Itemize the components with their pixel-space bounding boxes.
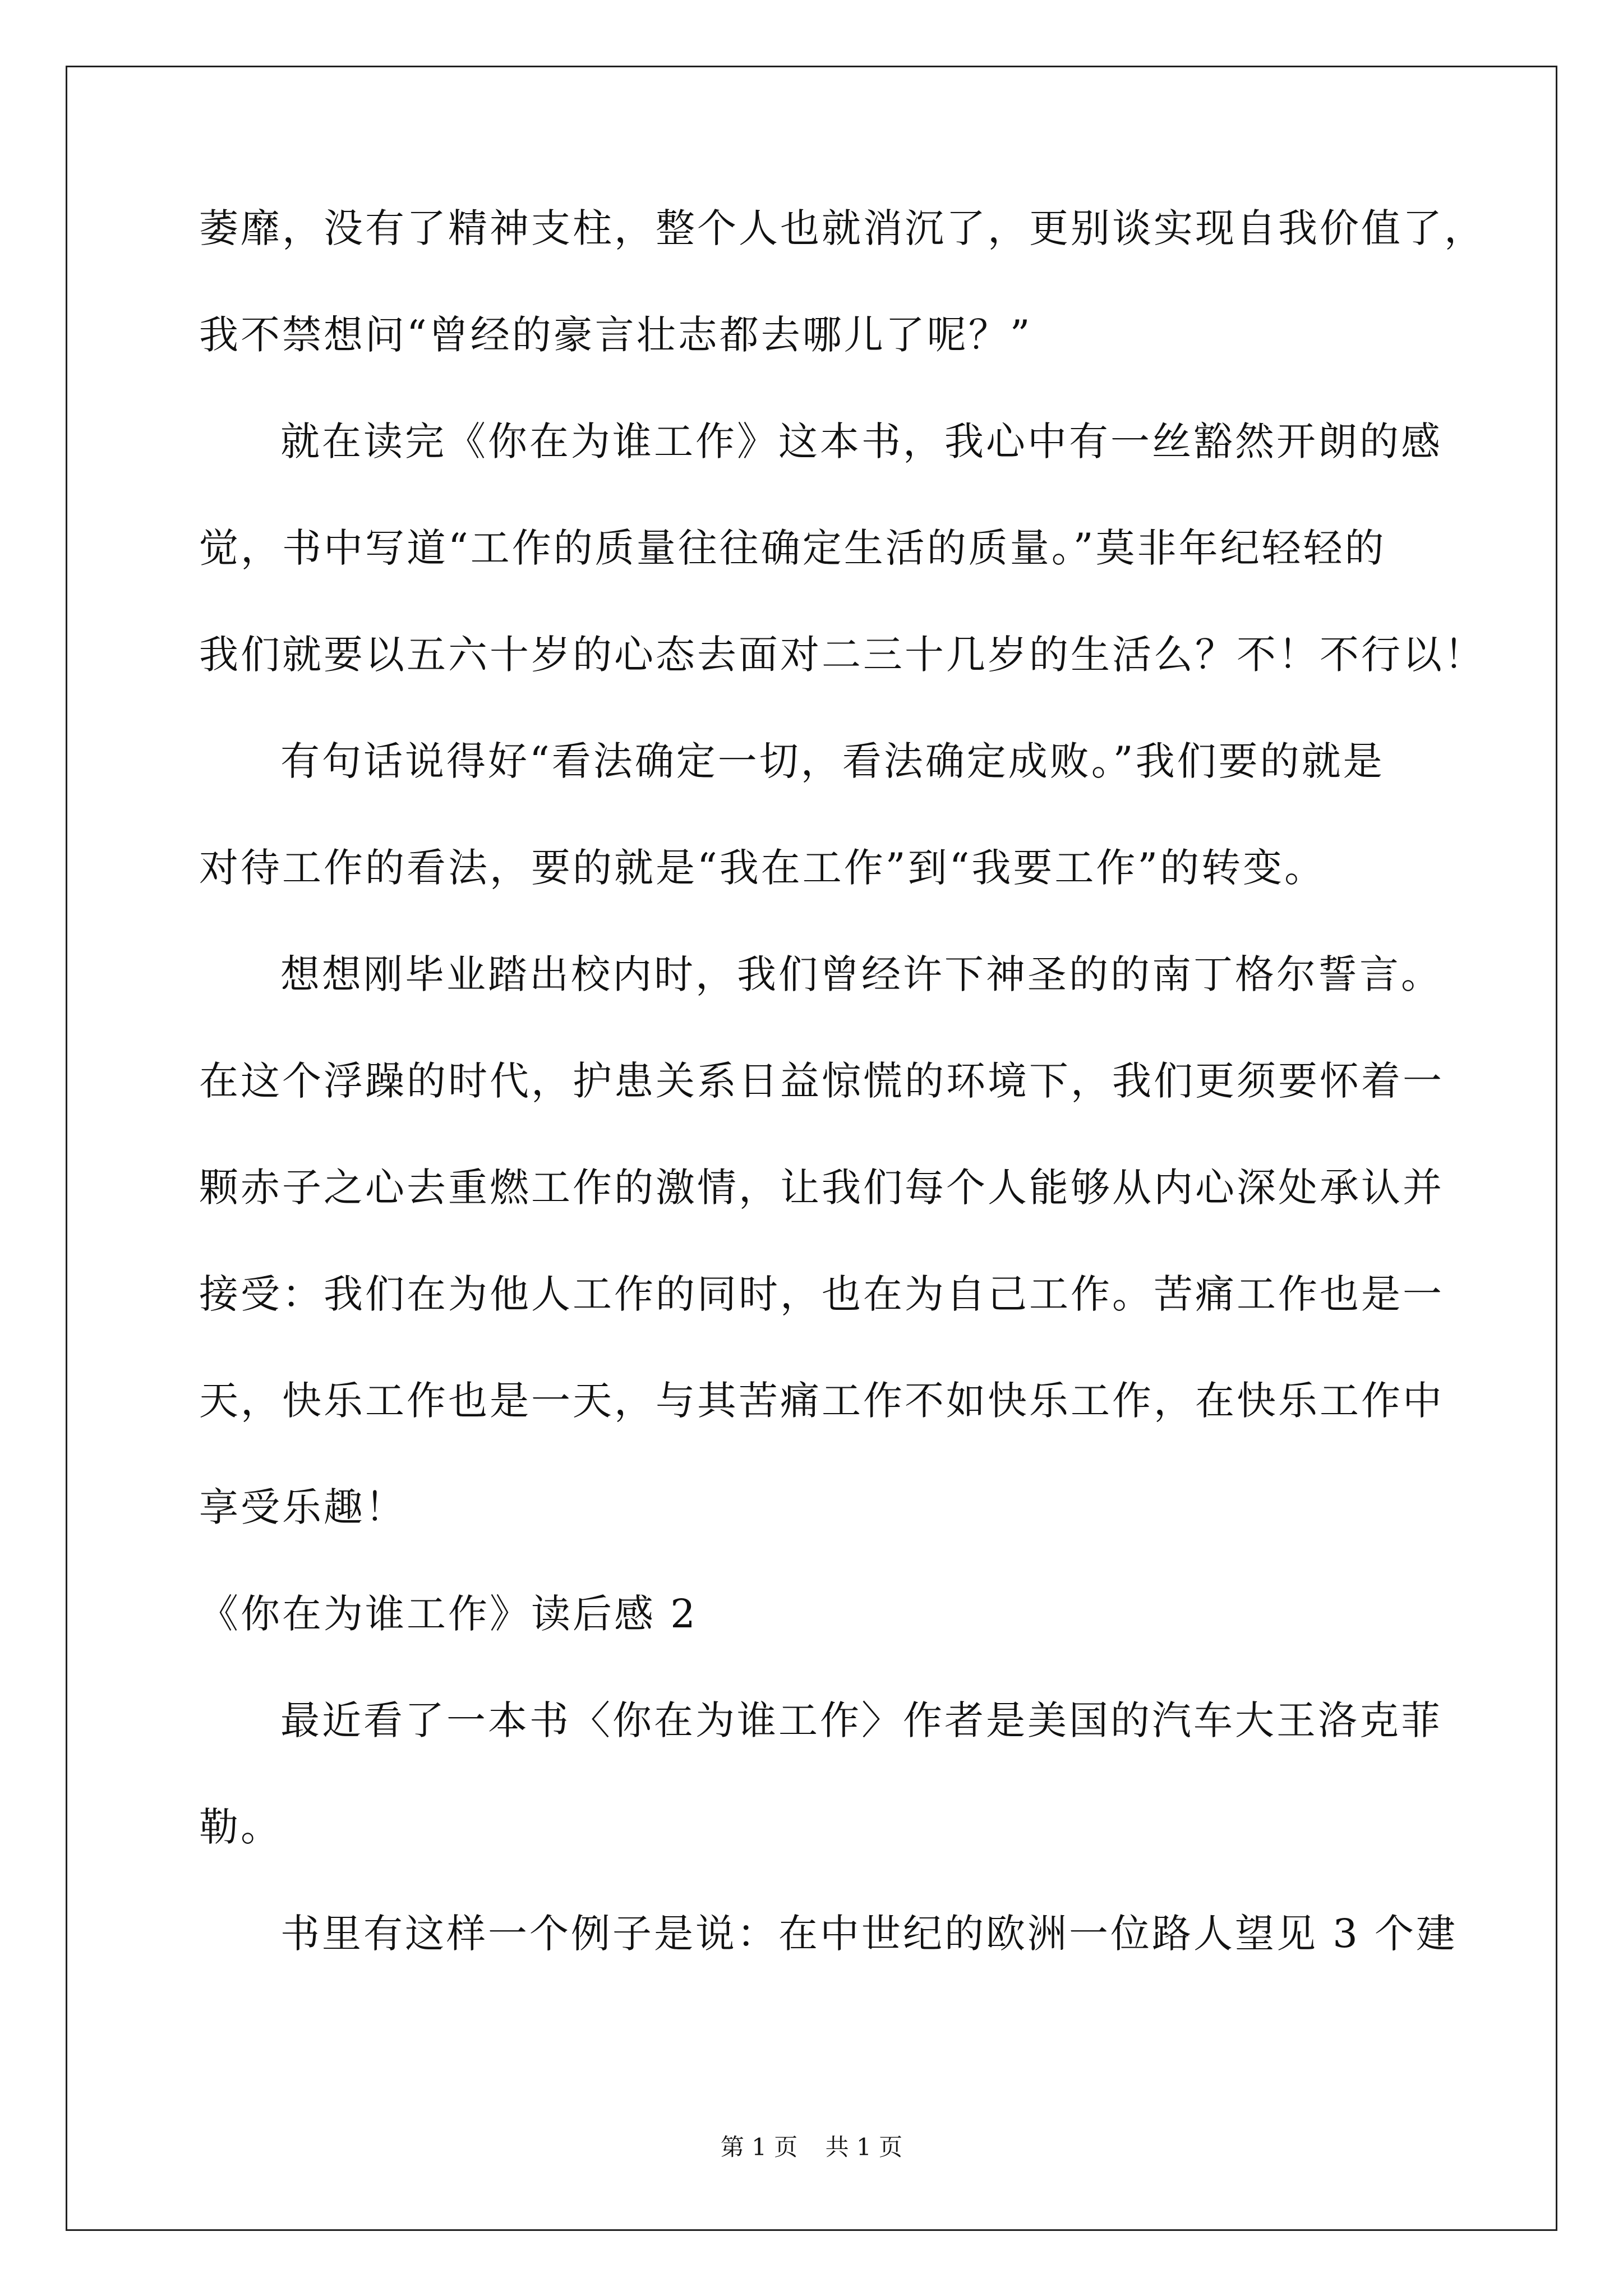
body-line: 觉，书中写道“工作的质量往往确定生活的质量。”莫非年纪轻轻的 — [199, 525, 1386, 571]
page-footer — [0, 2132, 1623, 2163]
body-line: 书里有这样一个例子是说：在中世纪的欧洲一位路人望见 3 个建 — [280, 1911, 1458, 1957]
body-line: 勒。 — [199, 1804, 282, 1850]
body-line: 就在读完《你在为谁工作》这本书，我心中有一丝豁然开朗的感 — [280, 418, 1442, 464]
document-body — [199, 202, 1486, 1960]
body-line: 在这个浮躁的时代，护患关系日益惊慌的环境下，我们更须要怀着一 — [199, 1058, 1444, 1104]
body-line: 有句话说得好“看法确定一切，看法确定成败。”我们要的就是 — [280, 738, 1385, 784]
body-line: 想想刚毕业踏出校内时，我们曾经许下神圣的的南丁格尔誓言。 — [280, 951, 1442, 997]
body-line: 我们就要以五六十岁的心态去面对二三十几岁的生活么？不！不行以！ — [199, 632, 1486, 678]
page-number-total: 共 1 页 — [825, 2133, 903, 2161]
body-line: 享受乐趣！ — [199, 1484, 407, 1530]
body-line: 接受：我们在为他人工作的同时，也在为自己工作。苦痛工作也是一 — [199, 1271, 1444, 1317]
body-line: 最近看了一本书〈你在为谁工作〉作者是美国的汽车大王洛克菲 — [280, 1697, 1442, 1743]
body-line: 天，快乐工作也是一天，与其苦痛工作不如快乐工作，在快乐工作中 — [199, 1378, 1444, 1424]
body-line: 对待工作的看法，要的就是“我在工作”到“我要工作”的转变。 — [199, 845, 1326, 891]
body-line: 萎靡，没有了精神支柱，整个人也就消沉了，更别谈实现自我价值了， — [199, 205, 1486, 251]
page-number-current: 第 1 页 — [720, 2133, 798, 2161]
body-line: 颗赤子之心去重燃工作的激情，让我们每个人能够从内心深处承认并 — [199, 1165, 1444, 1211]
section-heading: 《你在为谁工作》读后感 2 — [199, 1591, 698, 1637]
body-line: 我不禁想问“曾经的豪言壮志都去哪儿了呢？” — [199, 312, 1032, 358]
